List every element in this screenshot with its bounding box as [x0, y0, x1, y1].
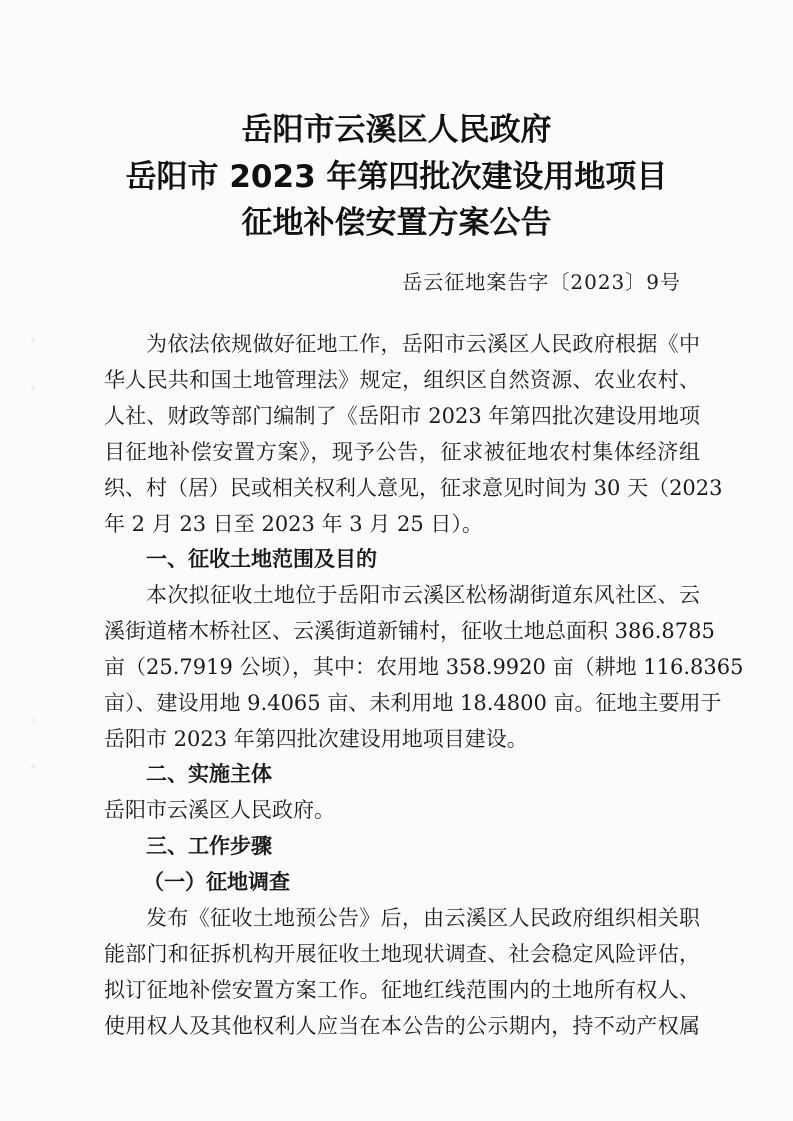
subsection1-line: 发布《征收土地预公告》后，由云溪区人民政府组织相关职	[146, 906, 700, 930]
subsection1-line: 拟订征地补偿安置方案工作。征地红线范围内的土地所有权人、	[104, 978, 700, 1002]
scan-mark: ◦	[30, 383, 36, 394]
section-heading-2: 二、实施主体	[146, 762, 272, 786]
intro-line: 人社、财政等部门编制了《岳阳市 2023 年第四批次建设用地项	[104, 404, 700, 428]
section2-line: 岳阳市云溪区人民政府。	[104, 798, 335, 822]
intro-line: 年 2 月 23 日至 2023 年 3 月 25 日）。	[104, 512, 483, 536]
section1-line: 本次拟征收土地位于岳阳市云溪区松杨湖街道东风社区、云	[146, 583, 700, 607]
scan-mark: ◦	[30, 336, 36, 347]
section-heading-3: 三、工作步骤	[146, 834, 272, 858]
subsection-heading-1: （一）征地调查	[143, 870, 290, 894]
title-line-1: 岳阳市云溪区人民政府	[241, 112, 552, 148]
document-number: 岳云征地案告字〔2023〕9号	[402, 270, 681, 294]
title-line-2: 岳阳市 2023 年第四批次建设用地项目	[125, 159, 668, 195]
scan-mark: ◦	[30, 762, 36, 773]
section1-line: 亩）、建设用地 9.4065 亩、未利用地 18.4800 亩。征地主要用于	[104, 691, 722, 715]
section1-line: 溪街道楮木桥社区、云溪街道新铺村，征收土地总面积 386.8785	[104, 619, 715, 643]
subsection1-line: 能部门和征拆机构开展征收土地现状调查、社会稳定风险评估，	[104, 942, 700, 966]
intro-line: 为依法依规做好征地工作，岳阳市云溪区人民政府根据《中	[146, 332, 700, 356]
section1-line: 亩（25.7919 公顷），其中：农用地 358.9920 亩（耕地 116.8365	[104, 655, 744, 679]
intro-line: 目征地补偿安置方案》，现予公告，征求被征地农村集体经济组	[104, 440, 700, 464]
title-line-3: 征地补偿安置方案公告	[241, 205, 552, 241]
section1-line: 岳阳市 2023 年第四批次建设用地项目建设。	[104, 727, 528, 751]
subsection1-line: 使用权人及其他权利人应当在本公告的公示期内，持不动产权属	[104, 1014, 700, 1038]
intro-line: 华人民共和国土地管理法》规定，组织区自然资源、农业农村、	[104, 368, 700, 392]
intro-line: 织、村（居）民或相关权利人意见，征求意见时间为 30 天（2023	[104, 476, 723, 500]
section-heading-1: 一、征收土地范围及目的	[146, 547, 377, 571]
scan-mark: ◦	[30, 716, 36, 727]
